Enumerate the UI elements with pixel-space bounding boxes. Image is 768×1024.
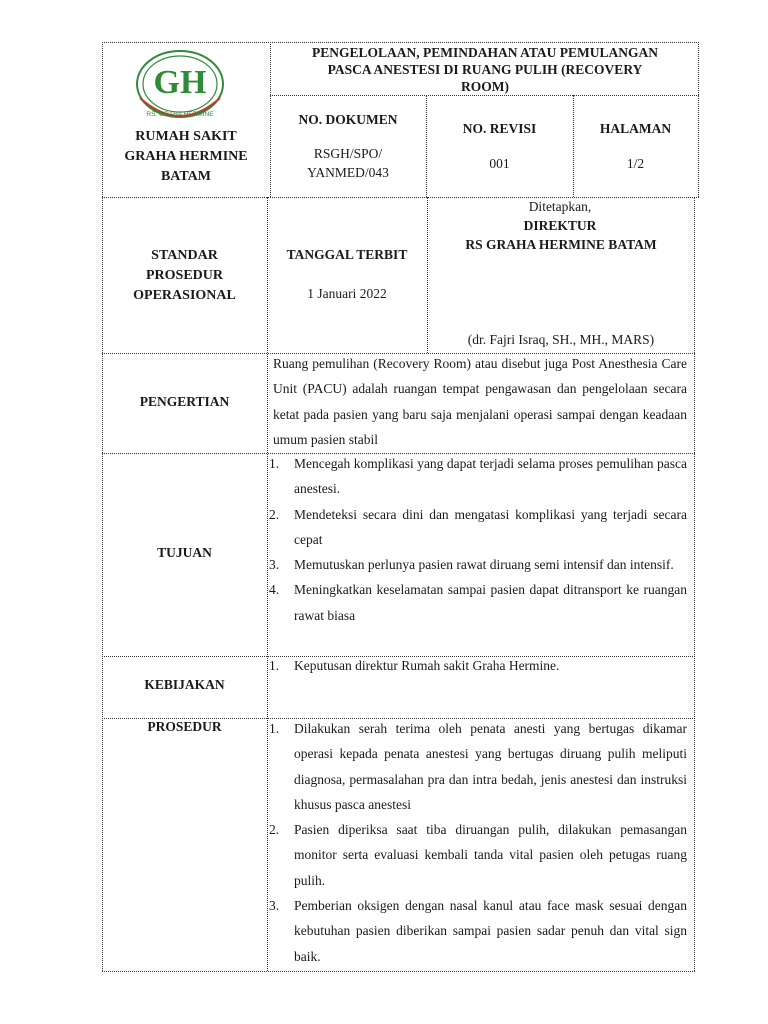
- list-number: 1.: [269, 658, 280, 673]
- list-number: 1.: [269, 721, 280, 736]
- direktur-title: DIREKTUR: [523, 218, 597, 233]
- list-item: [269, 716, 687, 817]
- hospital-name-line: RUMAH SAKIT: [135, 129, 237, 144]
- list-text: Keputusan direktur Rumah sakit Graha Hermine.: [294, 658, 560, 673]
- list-item: [269, 552, 687, 577]
- spo-label-line: OPERASIONAL: [133, 288, 236, 303]
- list-item: [269, 817, 687, 893]
- spo-label-line: PROSEDUR: [145, 268, 223, 283]
- hospital-name-line: GRAHA HERMINE: [124, 149, 248, 164]
- no-dokumen-line: RSGH/SPO/: [313, 146, 383, 161]
- no-revisi-value: 001: [489, 156, 510, 171]
- document-title-line: ROOM): [461, 79, 509, 94]
- spo-label: [102, 246, 267, 306]
- list-item: [269, 653, 687, 678]
- rs-name: RS GRAHA HERMINE BATAM: [465, 237, 657, 252]
- logo-letters: GH: [153, 64, 207, 101]
- list-number: 3.: [269, 898, 280, 914]
- list-text: Pemberian oksigen dengan nasal kanul atau face mask sesuai dengan kebutuhan pasien diberikan sampai pasien sadar penuh dan vital sign baik.: [294, 898, 687, 964]
- hospital-logo: [130, 46, 230, 124]
- list-item: [269, 893, 687, 969]
- logo-ring-text: RS. GRAHA HERMINE: [146, 111, 214, 118]
- list-item: [269, 502, 687, 553]
- list-text: Pasien diperiksa saat tiba diruangan pulih, dilakukan pemasangan monitor serta evaluasi kembali tanda vital pasien oleh petugas ruang pulih.: [294, 822, 687, 888]
- kebijakan-list: [269, 653, 687, 678]
- no-dokumen-line: YANMED/043: [307, 165, 389, 180]
- ditetapkan-text: Ditetapkan,: [528, 199, 592, 214]
- tanggal-terbit-value: 1 Januari 2022: [307, 286, 387, 301]
- list-text: Mencegah komplikasi yang dapat terjadi selama proses pemulihan pasca anestesi.: [294, 456, 687, 497]
- no-dokumen-label: NO. DOKUMEN: [298, 112, 398, 127]
- tujuan-list: [269, 451, 687, 628]
- list-number: 2.: [269, 822, 280, 838]
- list-text: Mendeteksi secara dini dan mengatasi komplikasi yang terjadi secara cepat: [294, 506, 687, 547]
- document-title: [272, 44, 698, 95]
- list-number: 2.: [269, 506, 280, 522]
- hospital-name: [104, 127, 268, 187]
- hospital-name-line: BATAM: [160, 169, 212, 184]
- signatory-name: (dr. Fajri Israq, SH., MH., MARS): [467, 332, 655, 347]
- list-text: Meningkatkan keselamatan sampai pasien dapat ditransport ke ruangan rawat biasa: [294, 582, 687, 623]
- no-revisi-label: NO. REVISI: [462, 121, 537, 136]
- pengertian-text: Ruang pemulihan (Recovery Room) atau disebut juga Post Anesthesia Care Unit (PACU) adalah ruangan tempat pengawasan dan pengelolaan secara ketat pada pasien yang baru saja menjalani operasi sampai dengan keadaan umum pasien stabil: [273, 356, 687, 447]
- spo-label-line: STANDAR: [151, 248, 218, 263]
- list-number: 1.: [269, 456, 280, 471]
- list-text: Dilakukan serah terima oleh penata anesti yang bertugas dikamar operasi kepada penata anestesi yang bertugas diruang pulih meliputi diagnosa, permasalahan pra dan intra bedah, jenis anestesi dan instruksi khusus pasca anestesi: [294, 721, 687, 812]
- list-number: 3.: [269, 557, 280, 573]
- prosedur-list: [269, 716, 687, 969]
- halaman-value: 1/2: [626, 156, 645, 171]
- list-text: Memutuskan perlunya pasien rawat diruang semi intensif dan intensif.: [294, 557, 674, 573]
- tanggal-terbit-label: TANGGAL TERBIT: [286, 247, 408, 262]
- document-title-line: PASCA ANESTESI DI RUANG PULIH (RECOVERY: [327, 62, 643, 77]
- tujuan-label: TUJUAN: [157, 545, 212, 560]
- list-item: [269, 577, 687, 628]
- list-number: 4.: [269, 582, 280, 598]
- document-title-line: PENGELOLAAN, PEMINDAHAN ATAU PEMULANGAN: [311, 45, 658, 60]
- pengertian-label: PENGERTIAN: [139, 394, 230, 409]
- kebijakan-label: KEBIJAKAN: [144, 677, 225, 692]
- prosedur-label: PROSEDUR: [147, 719, 222, 734]
- list-item: [269, 451, 687, 502]
- halaman-label: HALAMAN: [599, 121, 672, 136]
- no-dokumen-value: [270, 144, 426, 182]
